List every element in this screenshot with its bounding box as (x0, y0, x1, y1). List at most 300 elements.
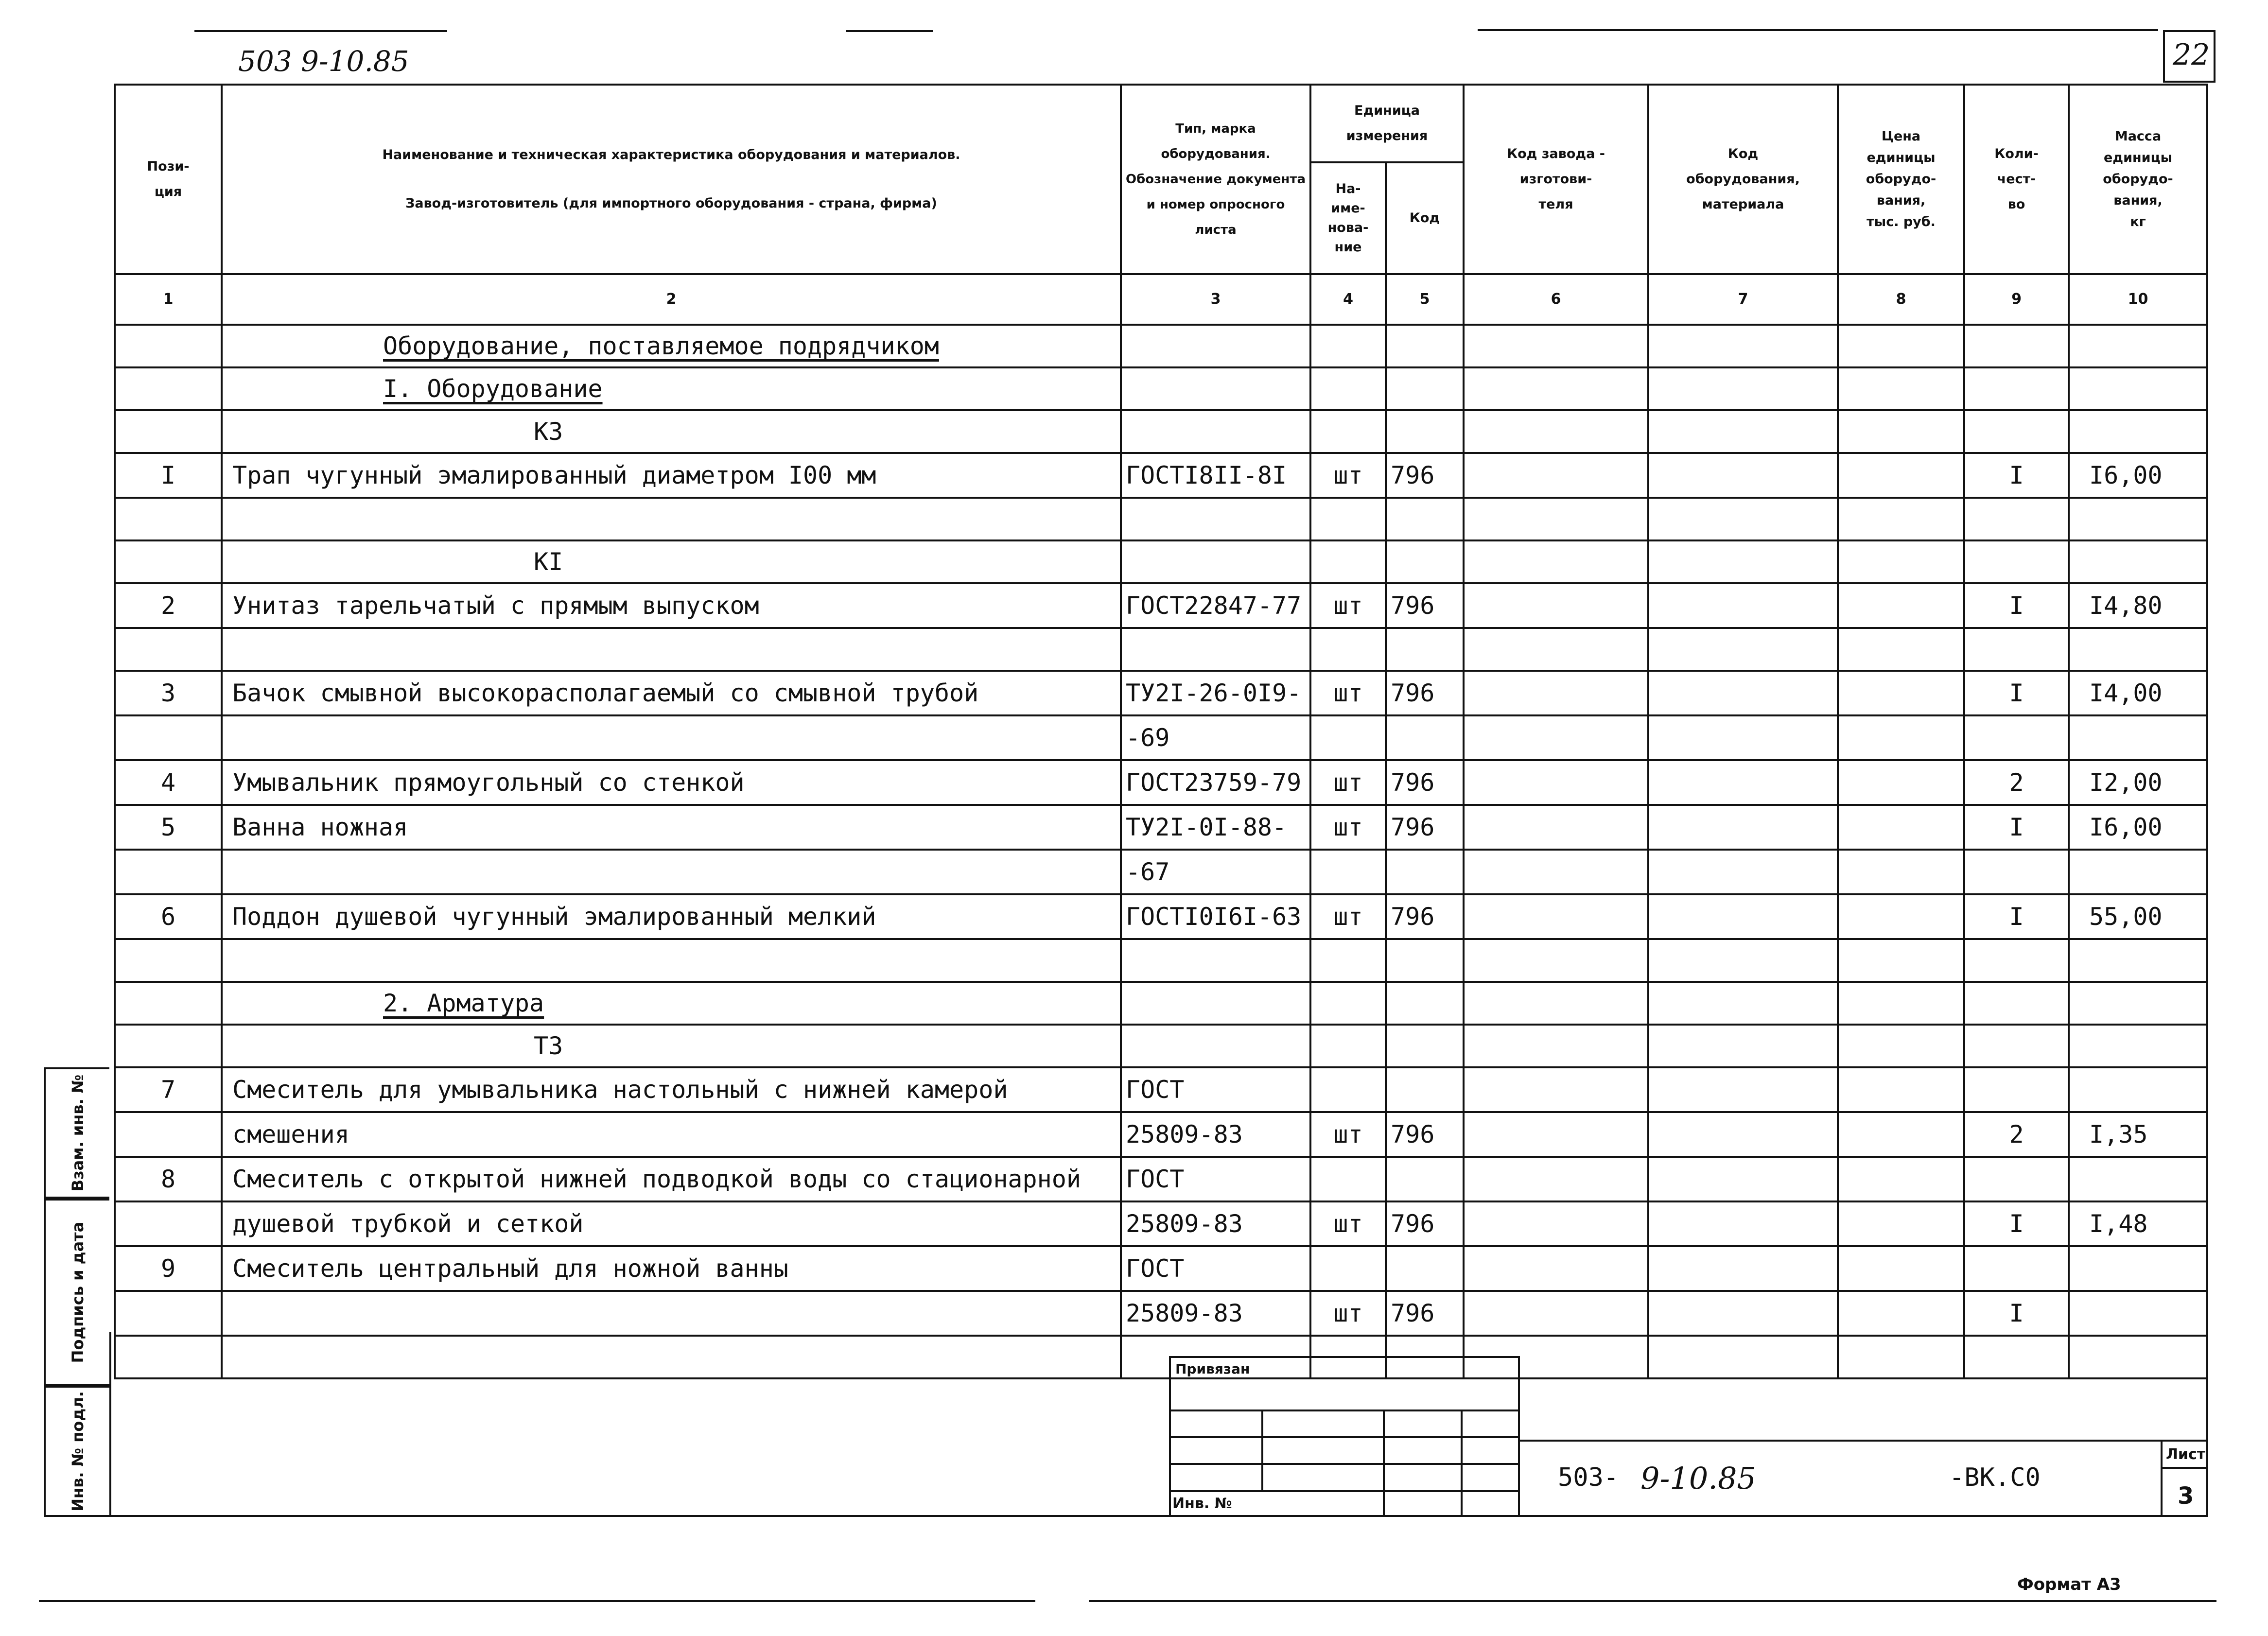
empty-cell (1310, 628, 1386, 671)
blank-row (115, 628, 2207, 671)
empty-cell (1310, 410, 1386, 453)
header-type-mark: Тип, марка оборудования. Обозначение документа и номер опросного листа (1121, 85, 1310, 274)
section-row (115, 982, 2207, 1025)
empty-cell (1464, 410, 1648, 453)
empty-cell (1838, 498, 1964, 540)
cell-unit-code: 796 (1386, 671, 1464, 715)
approval-grid-line (1383, 1410, 1385, 1517)
stamp-podpis-data (44, 1199, 109, 1386)
empty-cell (1386, 410, 1464, 453)
cell-price (1838, 583, 1964, 628)
list-label: Лист (2166, 1446, 2206, 1463)
cell-mass (2069, 715, 2207, 760)
stamp-vzam-inv-label: Взам. инв. № (68, 1074, 87, 1192)
cell-mass: I2,00 (2069, 760, 2207, 805)
approval-grid-line (1461, 1410, 1463, 1517)
cell-unit (1310, 1067, 1386, 1112)
cell-doc: -69 (1121, 715, 1310, 760)
empty-cell (2069, 325, 2207, 367)
cell-factory-code (1464, 805, 1648, 850)
format-label: Формат А3 (2017, 1575, 2121, 1594)
empty-cell (1121, 540, 1310, 583)
empty-cell (1964, 540, 2069, 583)
empty-cell (1464, 540, 1648, 583)
inv-no-label: Инв. № (1172, 1495, 1232, 1512)
empty-cell (1964, 367, 2069, 410)
cell-unit-code: 796 (1386, 453, 1464, 498)
empty-cell (1838, 410, 1964, 453)
cell-price (1838, 805, 1964, 850)
column-number: 8 (1838, 274, 1964, 325)
empty-cell (1121, 939, 1310, 982)
cell-unit: шт (1310, 760, 1386, 805)
empty-cell (1386, 939, 1464, 982)
header-unit-name: На- име- нова- ние (1310, 162, 1386, 274)
empty-cell (1121, 325, 1310, 367)
cell-price (1838, 1067, 1964, 1112)
cell-doc: ГОСТI0I6I-63 (1121, 894, 1310, 939)
column-number: 4 (1310, 274, 1386, 325)
header-unit-group: Единица измерения (1310, 85, 1464, 162)
handwritten-sheet-code: 503 9-10.85 (238, 45, 409, 78)
cell-factory-code (1464, 1112, 1648, 1157)
cell-quantity: 2 (1964, 760, 2069, 805)
table-row (115, 760, 2207, 805)
section-title-cell (222, 367, 1121, 410)
cell-quantity: I (1964, 805, 2069, 850)
cell-mass (2069, 1291, 2207, 1336)
cell-price (1838, 453, 1964, 498)
cell-doc: ГОСТ23759-79 (1121, 760, 1310, 805)
cell-mass: I4,80 (2069, 583, 2207, 628)
empty-cell (1310, 367, 1386, 410)
approval-grid-line (1169, 1463, 1520, 1465)
empty-cell (2069, 982, 2207, 1025)
empty-cell (1964, 939, 2069, 982)
cell-name: Унитаз тарельчатый с прямым выпуском (222, 583, 1121, 628)
table-row (115, 1291, 2207, 1336)
empty-cell (1648, 498, 1838, 540)
table-row (115, 894, 2207, 939)
cell-factory-code (1464, 760, 1648, 805)
empty-cell (1310, 1025, 1386, 1067)
cell-doc: ТУ2I-26-0I9- (1121, 671, 1310, 715)
empty-cell (2069, 939, 2207, 982)
specification-body (115, 325, 2207, 1378)
section-title: Оборудование, поставляемое подрядчиком (383, 332, 939, 360)
empty-cell (1648, 628, 1838, 671)
header-unit-mass: Масса единицы оборудо- вания, кг (2069, 85, 2207, 274)
group-code-cell (222, 410, 1121, 453)
cell-unit-code: 796 (1386, 1291, 1464, 1336)
cell-unit-code (1386, 715, 1464, 760)
cell-factory-code (1464, 1157, 1648, 1201)
cell-doc: 25809-83 (1121, 1291, 1310, 1336)
cell-quantity: I (1964, 1201, 2069, 1246)
cell-mass (2069, 850, 2207, 894)
scan-edge-line (39, 1600, 1035, 1602)
empty-cell (1838, 325, 1964, 367)
cell-unit (1310, 1246, 1386, 1291)
cell-price (1838, 894, 1964, 939)
cell-quantity (1964, 715, 2069, 760)
cell-unit: шт (1310, 1112, 1386, 1157)
cell-equipment-code (1648, 715, 1838, 760)
cell-doc: 25809-83 (1121, 1112, 1310, 1157)
empty-cell (1310, 540, 1386, 583)
cell-position: 3 (115, 671, 222, 715)
cell-mass: I,48 (2069, 1201, 2207, 1246)
cell-position (115, 850, 222, 894)
header-position: Пози- ция (115, 85, 222, 274)
section-title: I. Оборудование (383, 375, 603, 403)
cell-unit-code (1386, 1246, 1464, 1291)
group-code-cell (222, 1025, 1121, 1067)
empty-cell (1464, 628, 1648, 671)
cell-factory-code (1464, 1067, 1648, 1112)
empty-cell (1648, 982, 1838, 1025)
empty-cell (1838, 367, 1964, 410)
cell-mass (2069, 1246, 2207, 1291)
section-title: 2. Арматура (383, 989, 544, 1017)
designation-separator (1520, 1440, 2208, 1442)
cell-unit-code: 796 (1386, 1112, 1464, 1157)
cell-factory-code (1464, 1246, 1648, 1291)
group-code: К3 (534, 418, 563, 446)
cell-unit-code (1386, 1157, 1464, 1201)
cell-mass: I6,00 (2069, 805, 2207, 850)
cell-doc: ГОСТI8II-8I (1121, 453, 1310, 498)
empty-cell (1464, 325, 1648, 367)
cell-quantity: I (1964, 1291, 2069, 1336)
cell-quantity (1964, 1067, 2069, 1112)
cell-factory-code (1464, 671, 1648, 715)
cell-unit-code: 796 (1386, 760, 1464, 805)
empty-cell (1464, 939, 1648, 982)
cell-unit (1310, 715, 1386, 760)
cell-position: 9 (115, 1246, 222, 1291)
empty-cell (1386, 628, 1464, 671)
blank-row (115, 939, 2207, 982)
empty-cell (1386, 982, 1464, 1025)
cell-unit-code: 796 (1386, 894, 1464, 939)
cell-unit: шт (1310, 453, 1386, 498)
cell-unit-code (1386, 850, 1464, 894)
header-unit-price: Цена единицы оборудо- вания, тыс. руб. (1838, 85, 1964, 274)
cell-position (115, 410, 222, 453)
empty-cell (1464, 367, 1648, 410)
header-equipment-code: Код оборудования, материала (1648, 85, 1838, 274)
column-number: 2 (222, 274, 1121, 325)
empty-cell (222, 939, 1121, 982)
cell-position (115, 1201, 222, 1246)
empty-cell (1648, 410, 1838, 453)
empty-cell (1838, 628, 1964, 671)
stamp-podpis-data-label: Подпись и дата (68, 1221, 87, 1363)
cell-equipment-code (1648, 1067, 1838, 1112)
empty-cell (2069, 410, 2207, 453)
empty-cell (1386, 540, 1464, 583)
stamp-inv-podl-label: Инв. № подл. (68, 1391, 87, 1512)
empty-cell (1386, 498, 1464, 540)
cell-doc: ГОСТ22847-77 (1121, 583, 1310, 628)
approval-grid-line (1169, 1490, 1520, 1492)
cell-price (1838, 1246, 1964, 1291)
cell-doc: -67 (1121, 850, 1310, 894)
cell-equipment-code (1648, 760, 1838, 805)
approval-grid-line (1169, 1436, 1520, 1438)
cell-equipment-code (1648, 453, 1838, 498)
cell-position (115, 1025, 222, 1067)
cell-name: Ванна ножная (222, 805, 1121, 850)
cell-unit: шт (1310, 671, 1386, 715)
cell-equipment-code (1648, 805, 1838, 850)
cell-factory-code (1464, 1291, 1648, 1336)
cell-position: 4 (115, 760, 222, 805)
cell-position (115, 715, 222, 760)
cell-mass (2069, 1157, 2207, 1201)
cell-equipment-code (1648, 1201, 1838, 1246)
cell-unit (1310, 850, 1386, 894)
section-title-cell (222, 982, 1121, 1025)
empty-cell (1838, 939, 1964, 982)
column-number: 9 (1964, 274, 2069, 325)
cell-unit-code: 796 (1386, 1201, 1464, 1246)
cell-factory-code (1464, 453, 1648, 498)
empty-cell (2069, 628, 2207, 671)
cell-name: Поддон душевой чугунный эмалированный мелкий (222, 894, 1121, 939)
stamp-inv-podl (44, 1386, 109, 1517)
cell-price (1838, 715, 1964, 760)
empty-cell (1648, 325, 1838, 367)
cell-name: смешения (222, 1112, 1121, 1157)
empty-cell (2069, 1025, 2207, 1067)
cell-position: I (115, 453, 222, 498)
cell-mass (2069, 1067, 2207, 1112)
empty-cell (1964, 498, 2069, 540)
cell-quantity (1964, 850, 2069, 894)
scan-edge-line (1478, 29, 2158, 31)
cell-unit (1310, 1157, 1386, 1201)
empty-cell (1386, 325, 1464, 367)
frame-bottom-area (109, 1332, 2208, 1517)
cell-position: 6 (115, 894, 222, 939)
empty-cell (1121, 498, 1310, 540)
cell-price (1838, 1112, 1964, 1157)
empty-cell (1310, 939, 1386, 982)
cell-mass: I4,00 (2069, 671, 2207, 715)
empty-cell (1121, 410, 1310, 453)
empty-cell (1838, 982, 1964, 1025)
cell-quantity (1964, 1246, 2069, 1291)
table-row (115, 805, 2207, 850)
scan-edge-line (1089, 1600, 2216, 1602)
empty-cell (2069, 540, 2207, 583)
empty-cell (1386, 367, 1464, 410)
empty-cell (1386, 1025, 1464, 1067)
cell-price (1838, 850, 1964, 894)
cell-name: Смеситель центральный для ножной ванны (222, 1246, 1121, 1291)
header-unit-code: Код (1386, 162, 1464, 274)
cell-position: 2 (115, 583, 222, 628)
cell-quantity: 2 (1964, 1112, 2069, 1157)
cell-price (1838, 671, 1964, 715)
cell-name: душевой трубкой и сеткой (222, 1201, 1121, 1246)
cell-unit-code: 796 (1386, 805, 1464, 850)
cell-factory-code (1464, 850, 1648, 894)
cell-name: Трап чугунный эмалированный диаметром I00 мм (222, 453, 1121, 498)
header-name: Наименование и техническая характеристика оборудования и материалов. Завод-изготовитель (для импортного оборудования - страна, фирма) (222, 85, 1121, 274)
empty-cell (222, 628, 1121, 671)
cell-price (1838, 1291, 1964, 1336)
empty-cell (1648, 367, 1838, 410)
empty-cell (1310, 498, 1386, 540)
cell-position (115, 540, 222, 583)
section-title-cell (222, 325, 1121, 367)
section-row (115, 325, 2207, 367)
cell-doc: 25809-83 (1121, 1201, 1310, 1246)
cell-price (1838, 1157, 1964, 1201)
cell-factory-code (1464, 583, 1648, 628)
cell-doc: ГОСТ (1121, 1246, 1310, 1291)
cell-equipment-code (1648, 1246, 1838, 1291)
table-row (115, 1201, 2207, 1246)
group-code: КI (534, 548, 563, 576)
cell-equipment-code (1648, 671, 1838, 715)
cell-quantity: I (1964, 453, 2069, 498)
header-factory-code: Код завода - изготови- теля (1464, 85, 1648, 274)
sheet-number-box-divider (2161, 1467, 2208, 1469)
cell-position (115, 325, 222, 367)
empty-cell (115, 498, 222, 540)
header-quantity: Коли- чест- во (1964, 85, 2069, 274)
cell-name: Смеситель для умывальника настольный с нижней камерой (222, 1067, 1121, 1112)
blank-row (115, 498, 2207, 540)
cell-quantity: I (1964, 671, 2069, 715)
empty-cell (1964, 410, 2069, 453)
cell-name (222, 715, 1121, 760)
scan-edge-line (194, 30, 447, 32)
column-number: 6 (1464, 274, 1648, 325)
cell-position (115, 367, 222, 410)
cell-factory-code (1464, 715, 1648, 760)
empty-cell (1121, 367, 1310, 410)
cell-equipment-code (1648, 1112, 1838, 1157)
cell-doc: ГОСТ (1121, 1067, 1310, 1112)
empty-cell (1838, 1025, 1964, 1067)
cell-name: Бачок смывной высокорасполагаемый со смывной трубой (222, 671, 1121, 715)
empty-cell (1464, 498, 1648, 540)
stamp-vzam-inv (44, 1067, 109, 1199)
cell-unit: шт (1310, 894, 1386, 939)
table-row (115, 453, 2207, 498)
empty-cell (1964, 325, 2069, 367)
empty-cell (115, 939, 222, 982)
empty-cell (1838, 540, 1964, 583)
cell-position: 5 (115, 805, 222, 850)
empty-cell (115, 628, 222, 671)
empty-cell (1310, 982, 1386, 1025)
section-row (115, 367, 2207, 410)
empty-cell (1464, 982, 1648, 1025)
cell-position: 7 (115, 1067, 222, 1112)
cell-equipment-code (1648, 583, 1838, 628)
column-number: 3 (1121, 274, 1310, 325)
group-code: Т3 (534, 1032, 563, 1060)
column-number: 1 (115, 274, 222, 325)
table-row (115, 1157, 2207, 1201)
specification-table (114, 84, 2208, 1379)
empty-cell (1648, 939, 1838, 982)
table-row (115, 1067, 2207, 1112)
cell-name (222, 1291, 1121, 1336)
privyazan-label: Привязан (1175, 1361, 1250, 1377)
designation-suffix: -ВК.С0 (1949, 1463, 2041, 1492)
cell-doc: ГОСТ (1121, 1157, 1310, 1201)
cell-equipment-code (1648, 1157, 1838, 1201)
cell-position (115, 982, 222, 1025)
cell-position: 8 (115, 1157, 222, 1201)
column-number: 5 (1386, 274, 1464, 325)
group-row (115, 540, 2207, 583)
empty-cell (222, 498, 1121, 540)
cell-equipment-code (1648, 894, 1838, 939)
empty-cell (2069, 498, 2207, 540)
table-row (115, 1112, 2207, 1157)
table-row (115, 583, 2207, 628)
empty-cell (1121, 1025, 1310, 1067)
empty-cell (1310, 325, 1386, 367)
cell-doc: ТУ2I-0I-88- (1121, 805, 1310, 850)
cell-equipment-code (1648, 850, 1838, 894)
empty-cell (1648, 1025, 1838, 1067)
cell-quantity (1964, 1157, 2069, 1201)
approval-grid-line (1169, 1410, 1520, 1411)
cell-quantity: I (1964, 583, 2069, 628)
scan-edge-line (846, 30, 933, 32)
empty-cell (1121, 628, 1310, 671)
cell-unit: шт (1310, 1201, 1386, 1246)
approval-grid-line (1261, 1410, 1263, 1490)
cell-position (115, 1112, 222, 1157)
cell-mass: 55,00 (2069, 894, 2207, 939)
cell-unit-code (1386, 1067, 1464, 1112)
list-number: 3 (2178, 1482, 2194, 1510)
empty-cell (1121, 982, 1310, 1025)
cell-quantity: I (1964, 894, 2069, 939)
designation-number: 503- (1558, 1463, 1619, 1492)
column-number: 7 (1648, 274, 1838, 325)
group-code-cell (222, 540, 1121, 583)
table-row (115, 715, 2207, 760)
empty-cell (1964, 628, 2069, 671)
table-row (115, 671, 2207, 715)
corner-page-number: 22 (2173, 38, 2210, 72)
cell-name: Смеситель с открытой нижней подводкой воды со стационарной (222, 1157, 1121, 1201)
group-row (115, 410, 2207, 453)
table-row (115, 850, 2207, 894)
table-row (115, 1246, 2207, 1291)
cell-mass: I,35 (2069, 1112, 2207, 1157)
cell-unit-code: 796 (1386, 583, 1464, 628)
cell-factory-code (1464, 1201, 1648, 1246)
cell-price (1838, 760, 1964, 805)
cell-unit: шт (1310, 583, 1386, 628)
empty-cell (1464, 1025, 1648, 1067)
cell-mass: I6,00 (2069, 453, 2207, 498)
column-number: 10 (2069, 274, 2207, 325)
designation-handwritten: 9-10.85 (1640, 1461, 1756, 1496)
